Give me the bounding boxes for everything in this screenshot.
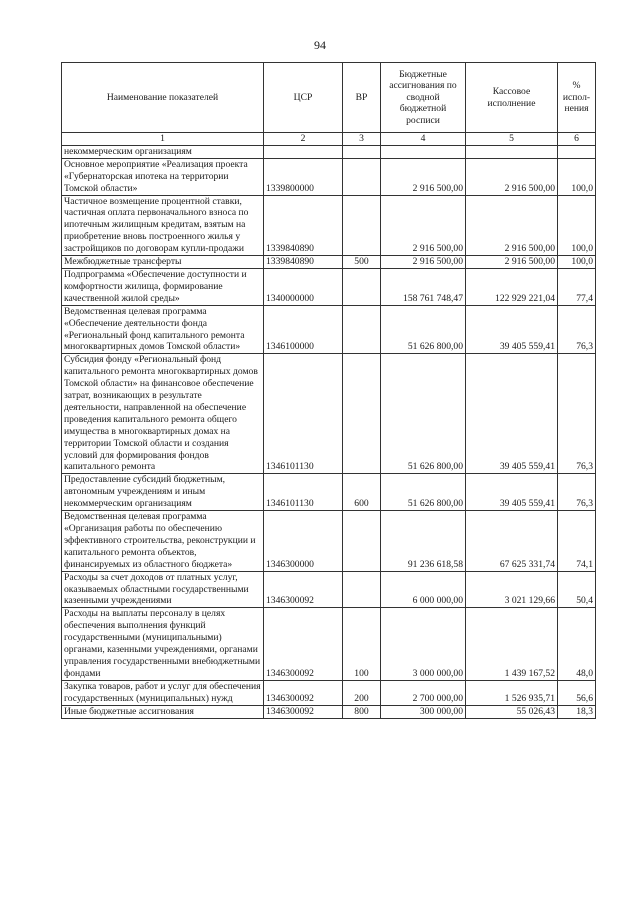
row-vr-code: 100 [343, 608, 381, 680]
row-name: Межбюджетные трансферты [62, 256, 264, 269]
row-vr-code: 600 [343, 474, 381, 511]
table-row [62, 158, 596, 195]
row-budget-amount: 2 700 000,00 [381, 680, 466, 705]
table-row [62, 354, 596, 474]
row-vr-code [343, 268, 381, 305]
column-number: 3 [343, 133, 381, 146]
row-budget-amount: 6 000 000,00 [381, 571, 466, 608]
table-row [62, 608, 596, 680]
row-vr-code [343, 571, 381, 608]
table-row [62, 511, 596, 572]
row-budget-amount: 2 916 500,00 [381, 195, 466, 256]
header-percent: % испол-нения [558, 63, 596, 133]
row-name: Расходы за счет доходов от платных услуг, оказываемых областными государственными казенными учреждениями [62, 571, 264, 608]
row-vr-code [343, 305, 381, 354]
row-cash-execution: 1 526 935,71 [466, 680, 558, 705]
row-vr-code [343, 145, 381, 158]
table-body [62, 145, 596, 718]
row-execution-percent: 18,3 [558, 705, 596, 718]
table-row [62, 571, 596, 608]
row-execution-percent [558, 145, 596, 158]
table-row [62, 705, 596, 718]
row-execution-percent: 100,0 [558, 158, 596, 195]
row-name: Иные бюджетные ассигнования [62, 705, 264, 718]
row-budget-amount: 51 626 800,00 [381, 474, 466, 511]
row-csr-code: 1346300092 [264, 571, 343, 608]
column-number: 2 [264, 133, 343, 146]
row-budget-amount: 158 761 748,47 [381, 268, 466, 305]
row-name: Ведомственная целевая программа «Организация работы по обеспечению эффективного строительства, реконструкции и капитального ремонта объектов, финансируемых из областного бюджета» [62, 511, 264, 572]
row-vr-code [343, 195, 381, 256]
row-budget-amount: 300 000,00 [381, 705, 466, 718]
row-cash-execution: 39 405 559,41 [466, 354, 558, 474]
row-name: Частичное возмещение процентной ставки, частичная оплата первоначального взноса по ипотечным жилищным кредитам, взятым на приобретение вновь построенного жилья у застройщиков по договорам купли-продажи [62, 195, 264, 256]
row-csr-code: 1339800000 [264, 158, 343, 195]
row-vr-code: 800 [343, 705, 381, 718]
row-execution-percent: 100,0 [558, 256, 596, 269]
row-vr-code: 200 [343, 680, 381, 705]
row-csr-code [264, 145, 343, 158]
row-csr-code: 1339840890 [264, 256, 343, 269]
row-name: Предоставление субсидий бюджетным, автономным учреждениям и иным некоммерческим организациям [62, 474, 264, 511]
row-name: Ведомственная целевая программа «Обеспечение деятельности фонда «Региональный фонд капитального ремонта многоквартирных домов Томской области» [62, 305, 264, 354]
row-vr-code [343, 354, 381, 474]
row-name: некоммерческим организациям [62, 145, 264, 158]
column-number: 4 [381, 133, 466, 146]
row-cash-execution: 55 026,43 [466, 705, 558, 718]
row-budget-amount: 91 236 618,58 [381, 511, 466, 572]
row-budget-amount: 51 626 800,00 [381, 354, 466, 474]
header-csr: ЦСР [264, 63, 343, 133]
row-cash-execution: 39 405 559,41 [466, 305, 558, 354]
table-row [62, 268, 596, 305]
row-cash-execution: 2 916 500,00 [466, 195, 558, 256]
table-row [62, 256, 596, 269]
row-execution-percent: 74,1 [558, 511, 596, 572]
row-vr-code [343, 511, 381, 572]
column-number: 6 [558, 133, 596, 146]
table-row [62, 195, 596, 256]
row-cash-execution: 2 916 500,00 [466, 158, 558, 195]
page-number: 94 [314, 38, 326, 52]
table-row [62, 145, 596, 158]
row-name: Подпрограмма «Обеспечение доступности и комфортности жилища, формирование качественной жилой среды» [62, 268, 264, 305]
row-name: Расходы на выплаты персоналу в целях обеспечения выполнения функций государственными (муниципальными) органами, казенными учреждениями, органами управления государственными внебюджетными фондами [62, 608, 264, 680]
row-cash-execution: 39 405 559,41 [466, 474, 558, 511]
row-cash-execution: 2 916 500,00 [466, 256, 558, 269]
row-execution-percent: 48,0 [558, 608, 596, 680]
column-number-row [62, 133, 596, 146]
row-csr-code: 1346300092 [264, 680, 343, 705]
row-csr-code: 1339840890 [264, 195, 343, 256]
table-row [62, 474, 596, 511]
table-row [62, 680, 596, 705]
row-cash-execution: 67 625 331,74 [466, 511, 558, 572]
row-cash-execution: 122 929 221,04 [466, 268, 558, 305]
row-execution-percent: 76,3 [558, 354, 596, 474]
header-cash: Кассовое исполнение [466, 63, 558, 133]
row-name: Субсидия фонду «Региональный фонд капитального ремонта многоквартирных домов Томской области» на финансовое обеспечение затрат, возникающих в результате деятельности, направленной на обеспечение проведения капитального ремонта общего имущества в многоквартирных домах на территории Томской области и создания условий для формирования фондов капитального ремонта [62, 354, 264, 474]
row-cash-execution: 3 021 129,66 [466, 571, 558, 608]
header-budget: Бюджетные ассигнования по сводной бюджетной росписи [381, 63, 466, 133]
column-number: 1 [62, 133, 264, 146]
row-budget-amount: 3 000 000,00 [381, 608, 466, 680]
row-cash-execution [466, 145, 558, 158]
row-execution-percent: 50,4 [558, 571, 596, 608]
header-vr: ВР [343, 63, 381, 133]
row-execution-percent: 77,4 [558, 268, 596, 305]
row-csr-code: 1346101130 [264, 354, 343, 474]
row-budget-amount: 51 626 800,00 [381, 305, 466, 354]
row-name: Основное мероприятие «Реализация проекта «Губернаторская ипотека на территории Томской области» [62, 158, 264, 195]
column-number: 5 [466, 133, 558, 146]
row-csr-code: 1346300000 [264, 511, 343, 572]
row-cash-execution: 1 439 167,52 [466, 608, 558, 680]
row-budget-amount: 2 916 500,00 [381, 256, 466, 269]
row-execution-percent: 100,0 [558, 195, 596, 256]
row-execution-percent: 76,3 [558, 474, 596, 511]
row-execution-percent: 76,3 [558, 305, 596, 354]
row-csr-code: 1346101130 [264, 474, 343, 511]
row-vr-code [343, 158, 381, 195]
table-row [62, 305, 596, 354]
row-budget-amount: 2 916 500,00 [381, 158, 466, 195]
table-header-row [62, 63, 596, 133]
header-name: Наименование показателей [62, 63, 264, 133]
row-budget-amount [381, 145, 466, 158]
row-execution-percent: 56,6 [558, 680, 596, 705]
row-vr-code: 500 [343, 256, 381, 269]
budget-execution-table [61, 62, 596, 719]
row-csr-code: 1346300092 [264, 608, 343, 680]
row-csr-code: 1340000000 [264, 268, 343, 305]
row-name: Закупка товаров, работ и услуг для обеспечения государственных (муниципальных) нужд [62, 680, 264, 705]
row-csr-code: 1346100000 [264, 305, 343, 354]
row-csr-code: 1346300092 [264, 705, 343, 718]
